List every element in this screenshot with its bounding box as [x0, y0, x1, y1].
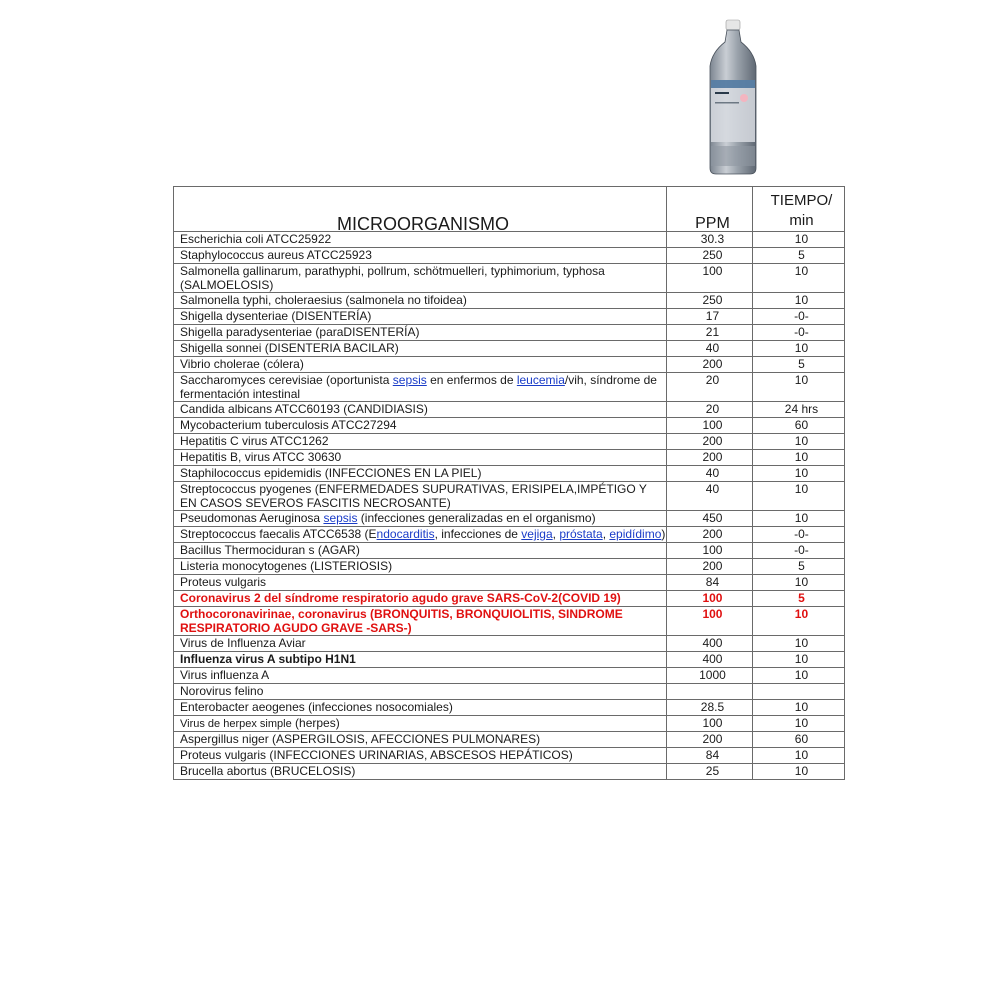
organism-cell: Shigella paradysenteriae (paraDISENTERÍA): [174, 325, 667, 341]
organism-cell: Enterobacter aeogenes (infecciones nosocomiales): [174, 700, 667, 716]
ppm-cell: 1000: [667, 668, 753, 684]
time-cell: -0-: [752, 527, 844, 543]
ppm-cell: 84: [667, 575, 753, 591]
table-row: [174, 418, 845, 434]
ppm-cell: 400: [667, 652, 753, 668]
table-row: [174, 700, 845, 716]
ppm-cell: 100: [667, 607, 753, 636]
ppm-cell: 450: [667, 511, 753, 527]
table-row: [174, 543, 845, 559]
organism-cell: Staphilococcus epidemidis (INFECCIONES EN LA PIEL): [174, 466, 667, 482]
time-cell: -0-: [752, 309, 844, 325]
ppm-cell: 200: [667, 357, 753, 373]
time-cell: 10: [752, 232, 844, 248]
time-cell: 10: [752, 373, 844, 402]
ppm-cell: 17: [667, 309, 753, 325]
ppm-cell: 400: [667, 636, 753, 652]
table-row: [174, 248, 845, 264]
table-row: [174, 575, 845, 591]
ppm-cell: 20: [667, 402, 753, 418]
microorganism-table: [173, 186, 845, 780]
table-row: [174, 716, 845, 732]
organism-cell: Influenza virus A subtipo H1N1: [174, 652, 667, 668]
ppm-cell: 28.5: [667, 700, 753, 716]
organism-text: Streptococcus faecalis ATCC6538 (E: [180, 527, 377, 541]
organism-cell: Streptococcus pyogenes (ENFERMEDADES SUPURATIVAS, ERISIPELA,IMPÉTIGO Y EN CASOS SEVEROS FASCITIS NECROSANTE): [174, 482, 667, 511]
organism-cell: Brucella abortus (BRUCELOSIS): [174, 764, 667, 780]
organism-cell: Bacillus Thermociduran s (AGAR): [174, 543, 667, 559]
ppm-cell: 200: [667, 732, 753, 748]
time-cell: 5: [752, 357, 844, 373]
time-cell: 24 hrs: [752, 402, 844, 418]
time-cell: 5: [752, 248, 844, 264]
organism-text: Pseudomonas Aeruginosa: [180, 511, 324, 525]
organism-cell: Vibrio cholerae (cólera): [174, 357, 667, 373]
ppm-cell: 20: [667, 373, 753, 402]
time-cell: 60: [752, 732, 844, 748]
ppm-cell: 30.3: [667, 232, 753, 248]
link-sepsis[interactable]: sepsis: [392, 373, 427, 387]
time-cell: 10: [752, 264, 844, 293]
organism-text: Saccharomyces cerevisiae (oportunista: [180, 373, 393, 387]
table-row: [174, 527, 845, 543]
ppm-cell: 40: [667, 341, 753, 357]
organism-cell: Hepatitis C virus ATCC1262: [174, 434, 667, 450]
time-cell: 10: [752, 293, 844, 309]
time-cell: 10: [752, 652, 844, 668]
organism-text: , infecciones de: [434, 527, 522, 541]
table-row: [174, 309, 845, 325]
ppm-cell: 100: [667, 418, 753, 434]
organism-cell: Salmonella gallinarum, parathyphi, pollrum, schötmuelleri, typhimorium, typhosa (SALMOELOSIS): [174, 264, 667, 293]
ppm-cell: [667, 684, 753, 700]
ppm-cell: 200: [667, 434, 753, 450]
organism-text: Virus de herpex simple: [180, 718, 292, 730]
time-cell: 10: [752, 341, 844, 357]
time-cell: 10: [752, 434, 844, 450]
organism-text: (infecciones generalizadas en el organismo): [357, 511, 596, 525]
time-cell: 10: [752, 700, 844, 716]
table-row: [174, 325, 845, 341]
table-row: [174, 373, 845, 402]
organism-text: ): [661, 527, 666, 541]
link-prostata[interactable]: próstata: [559, 527, 603, 541]
organism-cell: Virus influenza A: [174, 668, 667, 684]
table-row: [174, 293, 845, 309]
table-row: [174, 466, 845, 482]
table-row: [174, 232, 845, 248]
time-cell: 10: [752, 575, 844, 591]
ppm-cell: 250: [667, 248, 753, 264]
table-row: [174, 357, 845, 373]
time-cell: 10: [752, 511, 844, 527]
organism-cell: Listeria monocytogenes (LISTERIOSIS): [174, 559, 667, 575]
time-cell: 10: [752, 716, 844, 732]
ppm-cell: 100: [667, 543, 753, 559]
organism-cell: Virus de Influenza Aviar: [174, 636, 667, 652]
header-time-line2: min: [789, 212, 814, 229]
organism-cell: Staphylococcus aureus ATCC25923: [174, 248, 667, 264]
link-vejiga[interactable]: vejiga: [521, 527, 553, 541]
header-organism: MICROORGANISMO: [174, 187, 667, 232]
organism-cell: Orthocoronavirinae, coronavirus (BRONQUITIS, BRONQUIOLITIS, SINDROME RESPIRATORIO AGUDO GRAVE -SARS-): [174, 607, 667, 636]
organism-text: en enfermos de: [426, 373, 517, 387]
table-row: [174, 341, 845, 357]
organism-cell: Candida albicans ATCC60193 (CANDIDIASIS): [174, 402, 667, 418]
time-cell: 10: [752, 748, 844, 764]
ppm-cell: 100: [667, 264, 753, 293]
table-row: [174, 511, 845, 527]
table-row: [174, 652, 845, 668]
time-cell: 10: [752, 482, 844, 511]
organism-cell: Hepatitis B, virus ATCC 30630: [174, 450, 667, 466]
ppm-cell: 84: [667, 748, 753, 764]
table-row: [174, 402, 845, 418]
ppm-cell: 40: [667, 466, 753, 482]
organism-text: ,: [552, 527, 560, 541]
organism-cell: Shigella sonnei (DISENTERIA BACILAR): [174, 341, 667, 357]
table-row: [174, 684, 845, 700]
organism-cell: Mycobacterium tuberculosis ATCC27294: [174, 418, 667, 434]
organism-cell: [174, 716, 667, 732]
product-bottle-image: [698, 18, 768, 176]
organism-cell: Norovirus felino: [174, 684, 667, 700]
table-row: [174, 732, 845, 748]
time-cell: 10: [752, 466, 844, 482]
time-cell: -0-: [752, 325, 844, 341]
header-time-line1: TIEMPO/: [770, 192, 833, 209]
organism-cell: Salmonella typhi, choleraesius (salmonela no tifoidea): [174, 293, 667, 309]
table-row: [174, 748, 845, 764]
organism-cell: [174, 511, 667, 527]
table-row: [174, 264, 845, 293]
ppm-cell: 200: [667, 527, 753, 543]
organism-text: (herpes): [291, 716, 340, 730]
time-cell: 5: [752, 559, 844, 575]
organism-cell: Escherichia coli ATCC25922: [174, 232, 667, 248]
organism-cell: [174, 527, 667, 543]
organism-cell: Proteus vulgaris (INFECCIONES URINARIAS, ABSCESOS HEPÁTICOS): [174, 748, 667, 764]
time-cell: [752, 684, 844, 700]
link-endocarditis[interactable]: ndocarditis: [376, 527, 435, 541]
ppm-cell: 40: [667, 482, 753, 511]
ppm-cell: 100: [667, 591, 753, 607]
organism-text: /vih, síndrome de fermentación intestinal: [180, 373, 657, 401]
ppm-cell: 25: [667, 764, 753, 780]
organism-cell: Aspergillus niger (ASPERGILOSIS, AFECCIONES PULMONARES): [174, 732, 667, 748]
organism-cell: Coronavirus 2 del síndrome respiratorio agudo grave SARS-CoV-2(COVID 19): [174, 591, 667, 607]
header-time: [752, 187, 844, 232]
time-cell: 10: [752, 636, 844, 652]
organism-cell: Shigella dysenteriae (DISENTERÍA): [174, 309, 667, 325]
table-row: [174, 668, 845, 684]
header-ppm: PPM: [667, 187, 753, 232]
time-cell: 5: [752, 591, 844, 607]
ppm-cell: 200: [667, 559, 753, 575]
link-epididimo[interactable]: epidídimo: [609, 527, 662, 541]
table-row: [174, 764, 845, 780]
time-cell: 60: [752, 418, 844, 434]
table-row: [174, 450, 845, 466]
organism-cell: Proteus vulgaris: [174, 575, 667, 591]
link-sepsis[interactable]: sepsis: [323, 511, 358, 525]
time-cell: 10: [752, 668, 844, 684]
table-row: [174, 559, 845, 575]
time-cell: 10: [752, 764, 844, 780]
table-row: [174, 636, 845, 652]
table-row-highlighted: [174, 591, 845, 607]
table-row-highlighted: [174, 607, 845, 636]
time-cell: -0-: [752, 543, 844, 559]
ppm-cell: 100: [667, 716, 753, 732]
time-cell: 10: [752, 607, 844, 636]
ppm-cell: 200: [667, 450, 753, 466]
organism-cell: [174, 373, 667, 402]
table-row: [174, 434, 845, 450]
time-cell: 10: [752, 450, 844, 466]
ppm-cell: 250: [667, 293, 753, 309]
link-leucemia[interactable]: leucemia: [516, 373, 565, 387]
table-row: [174, 482, 845, 511]
ppm-cell: 21: [667, 325, 753, 341]
organism-text: ,: [602, 527, 610, 541]
table-header-row: [174, 187, 845, 232]
